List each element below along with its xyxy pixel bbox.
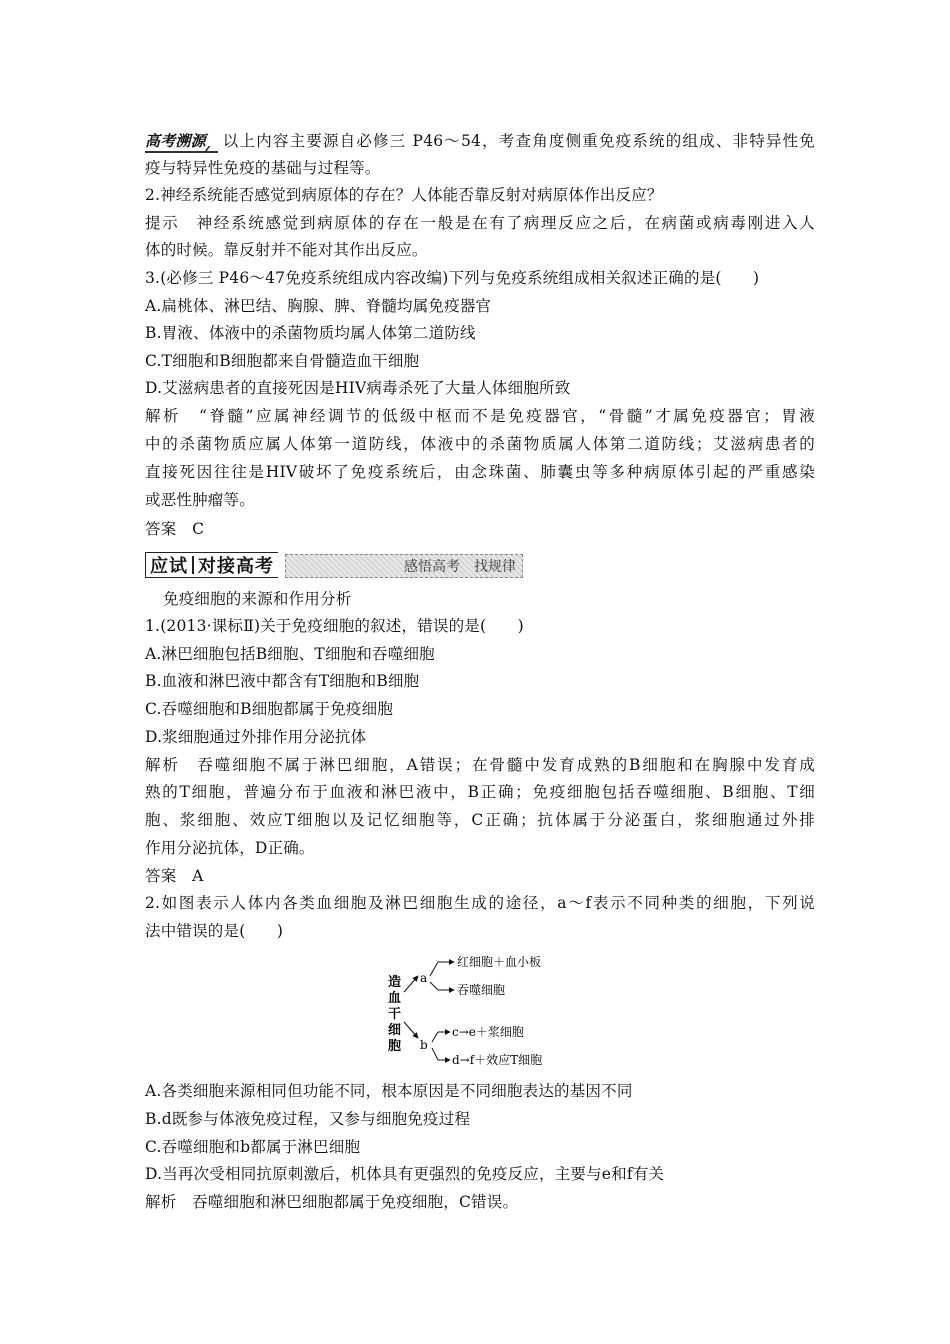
arrow-b-down [432, 1048, 438, 1060]
p1-analysis-line3: 胞、浆细胞、效应T细胞以及记忆细胞等，C正确；抗体属于分泌蛋白，浆细胞通过外排 [145, 811, 815, 829]
p1-option-c: C.吞噬细胞和B细胞都属于免疫细胞 [145, 700, 394, 718]
p2-question-line2: 法中错误的是( ) [145, 922, 284, 940]
p2-question-line1: 2.如图表示人体内各类血细胞及淋巴细胞生成的途径，a～f表示不同种类的细胞，下列说 [145, 894, 815, 912]
source-note-line1 [145, 131, 815, 153]
banner-divider [192, 556, 194, 574]
node-b: b [420, 1038, 428, 1052]
p2-option-b: B.d既参与体液免疫过程，又参与细胞免疫过程 [145, 1110, 471, 1128]
p1-answer: 答案 A [145, 867, 204, 885]
arrow-stem-to-a [404, 976, 418, 992]
q3-analysis-line4: 或恶性肿瘤等。 [145, 491, 255, 509]
q3-analysis-line2: 中的杀菌物质应属人体第一道防线，体液中的杀菌物质属人体第二道防线；艾滋病患者的 [145, 435, 815, 453]
arrow-stem-to-b [404, 1022, 418, 1038]
source-tag: 高考溯源 [145, 131, 218, 153]
section-banner [145, 552, 523, 578]
stem-char-3: 干 [388, 1007, 402, 1022]
q2-hint-line2: 体的时候。靠反射并不能对其作出反应。 [145, 241, 428, 259]
arrow-a-down [430, 982, 438, 990]
cell-lineage-diagram [380, 948, 580, 1074]
p1-option-a: A.淋巴细胞包括B细胞、T细胞和吞噬细胞 [145, 645, 435, 663]
source-note-text1: 以上内容主要源自必修三 P46～54，考查角度侧重免疫系统的组成、非特异性免 [221, 132, 815, 150]
banner-left [145, 552, 278, 578]
q3-answer: 答案 C [145, 520, 205, 538]
stem-char-4: 细 [388, 1023, 402, 1038]
banner-left-b: 对接高考 [198, 556, 274, 577]
banner-right: 感悟高考 找规律 [285, 554, 523, 578]
banner-left-a: 应试 [150, 556, 188, 577]
q3-option-a: A.扁桃体、淋巴结、胸腺、脾、脊髓均属免疫器官 [145, 297, 492, 315]
topic-title: 免疫细胞的来源和作用分析 [163, 590, 352, 608]
p1-analysis-line2: 熟的T细胞，普遍分布于血液和淋巴液中，B正确；免疫细胞包括吞噬细胞、B细胞、T细 [145, 783, 815, 801]
q3-option-d: D.艾滋病患者的直接死因是HIV病毒杀死了大量人体细胞所致 [145, 379, 571, 397]
p1-option-d: D.浆细胞通过外排作用分泌抗体 [145, 728, 367, 746]
q2-hint-line1: 提示 神经系统感觉到病原体的存在一般是在有了病理反应之后，在病菌或病毒刚进入人 [145, 214, 815, 232]
arrow-a-up [430, 962, 438, 976]
a-output-phagocyte: 吞噬细胞 [457, 983, 506, 997]
q3-analysis-line3: 直接死因往往是HIV破坏了免疫系统后，由念珠菌、肺囊虫等多种病原体引起的严重感染 [145, 463, 815, 481]
p1-question: 1.(2013·课标Ⅱ)关于免疫细胞的叙述，错误的是( ) [145, 617, 524, 635]
q2-question: 2.神经系统能否感觉到病原体的存在？人体能否靠反射对病原体作出反应？ [145, 186, 663, 204]
q3-option-b: B.胃液、体液中的杀菌物质均属人体第二道防线 [145, 324, 476, 342]
p2-option-c: C.吞噬细胞和b都属于淋巴细胞 [145, 1138, 361, 1156]
p1-analysis-line4: 作用分泌抗体，D正确。 [145, 839, 315, 857]
stem-char-1: 造 [388, 975, 402, 990]
arrow-b-up [432, 1032, 438, 1042]
a-output-rbc: 红细胞＋血小板 [457, 955, 542, 969]
p1-option-b: B.血液和淋巴液中都含有T细胞和B细胞 [145, 672, 420, 690]
b-output-effector-t: d→f＋效应T细胞 [452, 1053, 543, 1067]
q3-analysis-line1: 解析 “脊髓”应属神经调节的低级中枢而不是免疫器官，“骨髓”才属免疫器官；胃液 [145, 407, 815, 425]
p1-analysis-line1: 解析 吞噬细胞不属于淋巴细胞，A错误；在骨髓中发育成熟的B细胞和在胸腺中发育成 [145, 756, 815, 774]
b-output-plasma: c→e＋浆细胞 [452, 1025, 524, 1039]
source-note-line2: 疫与特异性免疫的基础与过程等。 [145, 159, 381, 177]
p2-option-d: D.当再次受相同抗原刺激后，机体具有更强烈的免疫反应，主要与e和f有关 [145, 1165, 665, 1183]
q3-question: 3.(必修三 P46～47免疫系统组成内容改编)下列与免疫系统组成相关叙述正确的是( ) [145, 269, 760, 287]
stem-char-2: 血 [388, 991, 402, 1006]
node-a: a [420, 971, 428, 985]
p2-analysis: 解析 吞噬细胞和淋巴细胞都属于免疫细胞，C错误。 [145, 1193, 519, 1211]
p2-option-a: A.各类细胞来源相同但功能不同，根本原因是不同细胞表达的基因不同 [145, 1082, 633, 1100]
stem-char-5: 胞 [388, 1039, 402, 1054]
q3-option-c: C.T细胞和B细胞都来自骨髓造血干细胞 [145, 352, 420, 370]
